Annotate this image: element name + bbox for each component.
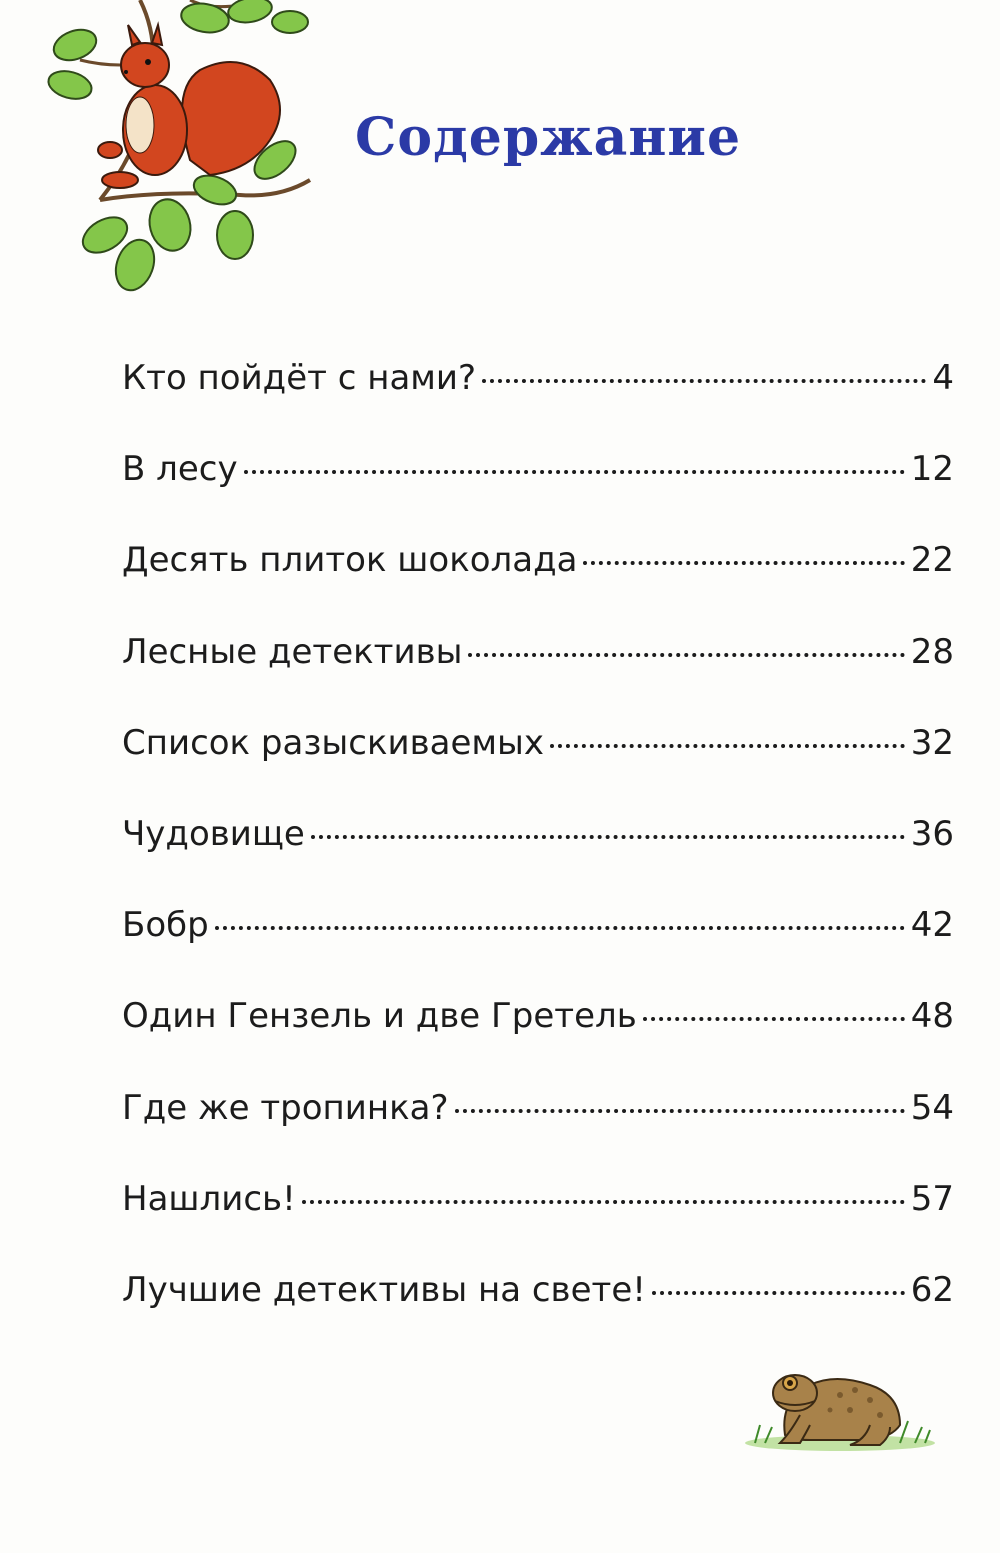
toc-entry-title: Бобр — [122, 905, 209, 946]
dot-leader — [643, 1017, 905, 1021]
dot-leader — [302, 1200, 905, 1204]
toc-entry-page: 42 — [910, 905, 954, 946]
toc-entry-page: 12 — [910, 449, 954, 490]
dot-leader — [244, 470, 905, 474]
toc-entry[interactable] — [122, 632, 954, 723]
toc-entry[interactable] — [122, 540, 954, 631]
toc-entry[interactable] — [122, 1088, 954, 1179]
squirrel-on-branch-icon — [40, 0, 320, 300]
toc-entry-title: Десять плиток шоколада — [122, 540, 578, 581]
toc-entry-page: 22 — [910, 540, 954, 581]
toc-entry[interactable] — [122, 996, 954, 1087]
page-title: Содержание — [355, 107, 742, 168]
dot-leader — [468, 653, 904, 657]
toc-entry-page: 57 — [910, 1178, 954, 1219]
toc-entry-title: В лесу — [122, 449, 238, 490]
toc-entry-page: 48 — [910, 996, 954, 1037]
toc-entry-title: Один Гензель и две Гретель — [122, 996, 637, 1037]
toc-entry-title: Список разыскиваемых — [122, 722, 544, 763]
toc-entry-title: Кто пойдёт с нами? — [122, 358, 477, 398]
toc-entry-title: Нашлись! — [122, 1178, 296, 1219]
dot-leader — [215, 926, 905, 930]
dot-leader — [652, 1291, 905, 1295]
toc-entry[interactable] — [122, 1179, 954, 1270]
toc-entry-page: 54 — [910, 1087, 954, 1128]
toad-icon — [740, 1355, 940, 1455]
dot-leader — [550, 744, 905, 748]
toc-entry-page: 4 — [932, 358, 954, 398]
toc-entry[interactable] — [122, 905, 954, 996]
toc-entry-title: Где же тропинка? — [122, 1087, 449, 1128]
toc-entry-page: 28 — [910, 631, 954, 672]
dot-leader — [311, 835, 905, 839]
toc-entry-title: Лучшие детективы на свете! — [122, 1269, 646, 1310]
dot-leader — [482, 379, 926, 383]
toc-entry[interactable] — [122, 449, 954, 540]
toc-entry-page: 32 — [910, 722, 954, 763]
toc-entry[interactable] — [122, 814, 954, 905]
toc-entry-page: 36 — [910, 813, 954, 854]
toc-entry-title: Лесные детективы — [122, 631, 463, 672]
toc-entry-page: 62 — [910, 1269, 954, 1310]
toc-entry-title: Чудовище — [122, 813, 305, 854]
toc-entry[interactable] — [122, 358, 954, 449]
toc-entry[interactable] — [122, 1270, 954, 1361]
table-of-contents — [122, 358, 954, 1361]
toc-entry[interactable] — [122, 723, 954, 814]
dot-leader — [455, 1109, 905, 1113]
dot-leader — [583, 561, 904, 565]
